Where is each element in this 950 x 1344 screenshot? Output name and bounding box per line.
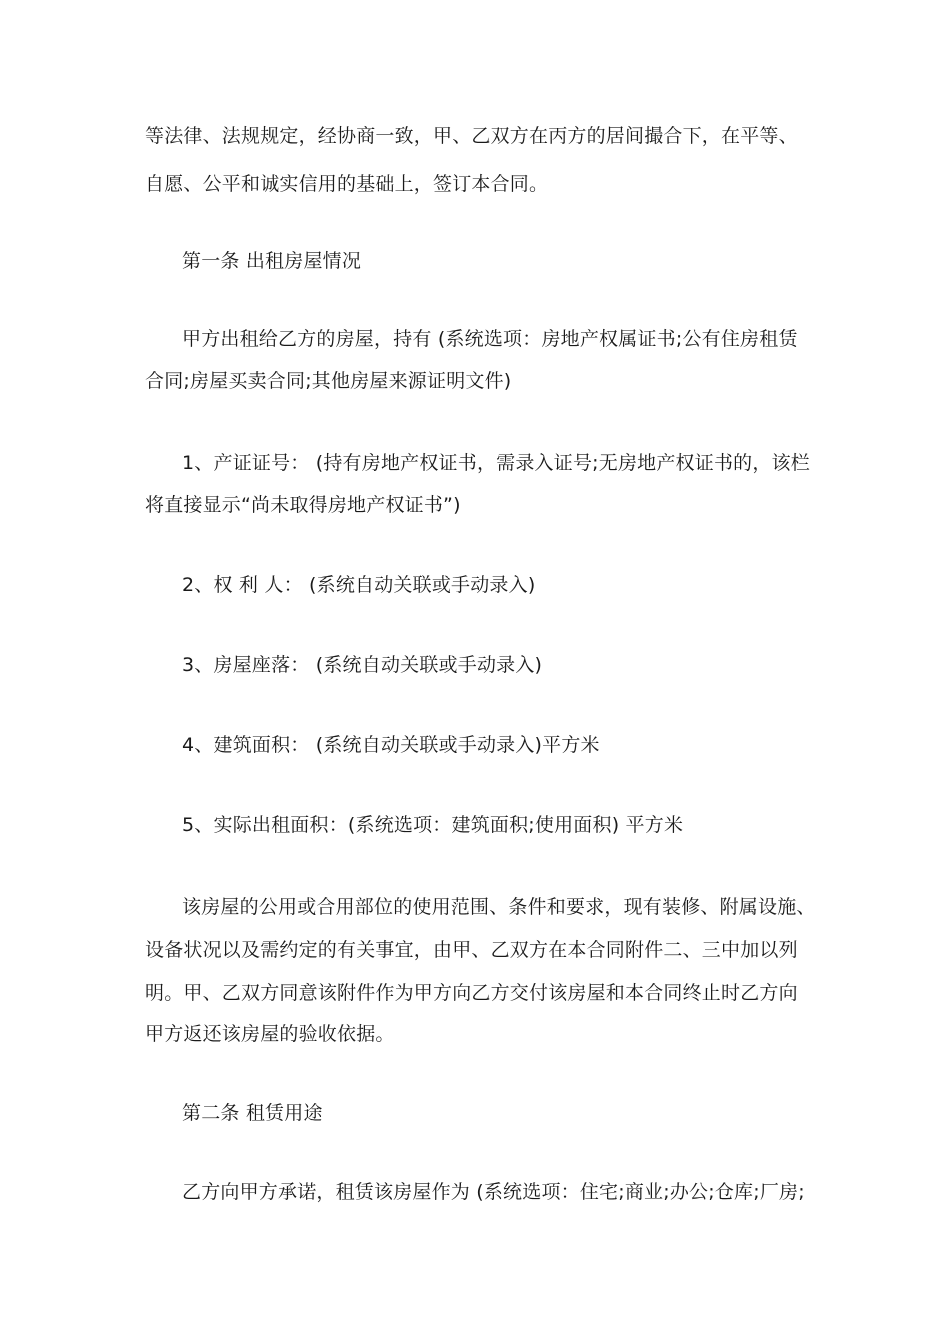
common-area-paragraph-line-4: 甲方返还该房屋的验收依据。 xyxy=(145,1023,395,1045)
item-4: 4、建筑面积： (系统自动关联或手动录入)平方米 xyxy=(182,734,600,756)
item-3: 3、房屋座落： (系统自动关联或手动录入) xyxy=(182,654,543,676)
article-1-paragraph-line-2: 合同;房屋买卖合同;其他房屋来源证明文件) xyxy=(145,370,512,392)
common-area-paragraph-line-1: 该房屋的公用或合用部位的使用范围、条件和要求，现有装修、附属设施、 xyxy=(182,896,816,918)
common-area-paragraph-line-2: 设备状况以及需约定的有关事宜，由甲、乙双方在本合同附件二、三中加以列 xyxy=(145,939,798,961)
common-area-paragraph-line-3: 明。甲、乙双方同意该附件作为甲方向乙方交付该房屋和本合同终止时乙方向 xyxy=(145,982,798,1004)
clause-intro-line-1: 等法律、法规规定，经协商一致，甲、乙双方在丙方的居间撮合下，在平等、 xyxy=(145,125,798,147)
item-2: 2、权 利 人： (系统自动关联或手动录入) xyxy=(182,574,536,596)
article-2-paragraph-line-1: 乙方向甲方承诺，租赁该房屋作为 (系统选项：住宅;商业;办公;仓库;厂房; xyxy=(182,1181,805,1203)
article-1-heading: 第一条 出租房屋情况 xyxy=(182,250,362,272)
article-2-heading: 第二条 租赁用途 xyxy=(182,1102,323,1124)
item-1-line-2: 将直接显示“尚未取得房地产权证书”) xyxy=(145,494,461,516)
clause-intro-line-2: 自愿、公平和诚实信用的基础上，签订本合同。 xyxy=(145,173,549,195)
item-5: 5、实际出租面积：(系统选项：建筑面积;使用面积) 平方米 xyxy=(182,814,684,836)
article-1-paragraph-line-1: 甲方出租给乙方的房屋，持有 (系统选项：房地产权属证书;公有住房租赁 xyxy=(182,328,798,350)
item-1-line-1: 1、产证证号： (持有房地产权证书，需录入证号;无房地产权证书的，该栏 xyxy=(182,452,810,474)
